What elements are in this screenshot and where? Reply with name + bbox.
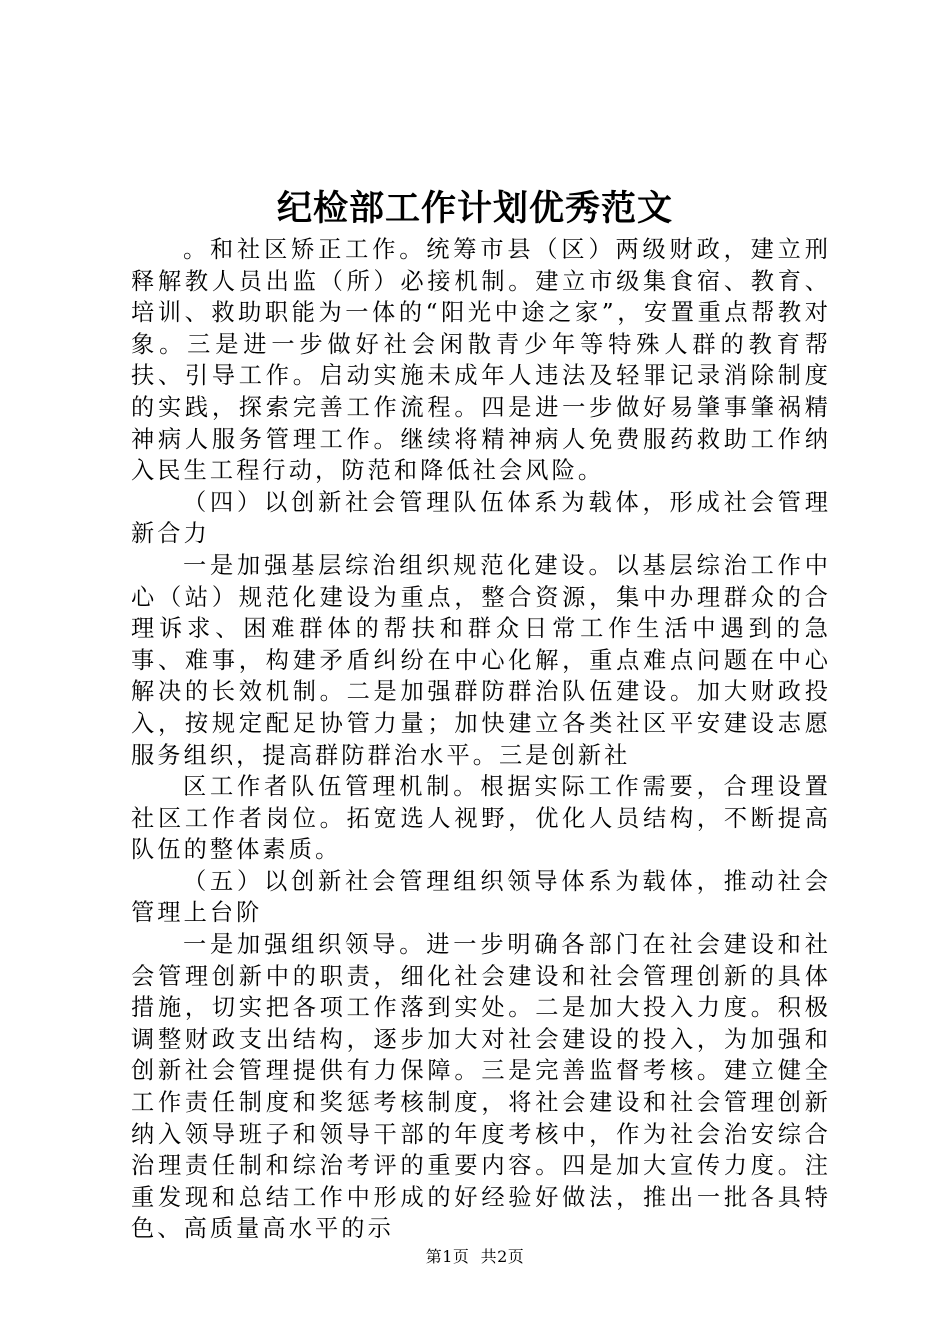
paragraph-1: 。和社区矫正工作。统筹市县（区）两级财政，建立刑释解教人员出监（所）必接机制。建立市级集食宿、教育、培训、救助职能为一体的“阳光中途之家”，安置重点帮教对象。三是进一步做好社会闲散青少年等特殊人群的教育帮扶、引导工作。启动实施未成年人违法及轻罪记录消除制度的实践，探索完善工作流程。四是进一步做好易肇事肇祸精神病人服务管理工作。继续将精神病人免费服药救助工作纳入民生工程行动，防范和降低社会风险。 <box>131 236 831 485</box>
page-footer <box>0 1246 950 1268</box>
paragraph-3: 一是加强基层综治组织规范化建设。以基层综治工作中心（站）规范化建设为重点，整合资源，集中办理群众的合理诉求、困难群体的帮扶和群众日常工作生活中遇到的急事、难事，构建矛盾纠纷在中心化解，重点难点问题在中心解决的长效机制。二是加强群防群治队伍建设。加大财政投入，按规定配足协管力量；加快建立各类社区平安建设志愿服务组织，提高群防群治水平。三是创新社 <box>131 551 831 769</box>
page-total: 共2页 <box>480 1247 525 1266</box>
document-body <box>131 234 831 1245</box>
paragraph-5-heading: （五）以创新社会管理组织领导体系为载体，推动社会管理上台阶 <box>131 867 831 927</box>
paragraph-4: 区工作者队伍管理机制。根据实际工作需要，合理设置社区工作者岗位。拓宽选人视野，优化人员结构，不断提高队伍的整体素质。 <box>131 773 831 864</box>
document-title: 纪检部工作计划优秀范文 <box>276 188 673 229</box>
paragraph-2-heading: （四）以创新社会管理队伍体系为载体，形成社会管理新合力 <box>131 488 831 548</box>
paragraph-6: 一是加强组织领导。进一步明确各部门在社会建设和社会管理创新中的职责，细化社会建设和社会管理创新的具体措施，切实把各项工作落到实处。二是加大投入力度。积极调整财政支出结构，逐步加大对社会建设的投入，为加强和创新社会管理提供有力保障。三是完善监督考核。建立健全工作责任制度和奖惩考核制度，将社会建设和社会管理创新纳入领导班子和领导干部的年度考核中，作为社会治安综合治理责任制和综治考评的重要内容。四是加大宣传力度。注重发现和总结工作中形成的好经验好做法，推出一批各具特色、高质量高水平的示 <box>131 931 831 1243</box>
page-number: 第1页 <box>425 1247 470 1266</box>
